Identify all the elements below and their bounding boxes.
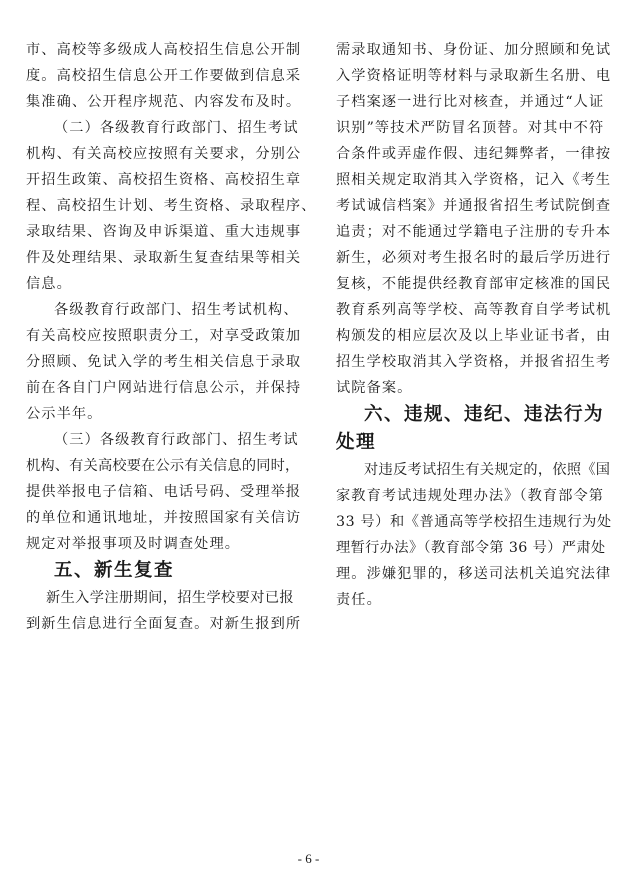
text-line: 规定对举报事项及时调查处理。 (26, 536, 241, 552)
text-line: 责任。 (336, 592, 382, 608)
paragraph-start: 对违反考试招生有关规定的，依照《国 (364, 462, 611, 478)
text-line: 识别”等技术严防冒名顶替。对其中不符 (336, 120, 605, 136)
text-line: 构颁发的相应层次及以上毕业证书者，由 (336, 328, 612, 344)
paragraph-start: （三）各级教育行政部门、招生考试 (54, 432, 299, 448)
text-line: 教育系列高等学校、高等教育自学考试机 (336, 302, 612, 318)
text-line: 机构、有关高校要在公示有关信息的同时， (26, 458, 300, 474)
text-line: 复核，不能提供经教育部审定核准的国民 (336, 276, 612, 292)
text-line: 理暂行办法》（教育部令第 36 号）严肃处 (336, 540, 606, 556)
text-line: 录取结果、咨询及申诉渠道、重大违规事 (26, 224, 302, 240)
text-line: 家教育考试违规处理办法》（教育部令第 (336, 488, 605, 504)
text-line: 有关高校应按照职责分工，对享受政策加 (26, 328, 302, 344)
section-heading-6-cont: 处理 (336, 432, 377, 453)
text-line: 到新生信息进行全面复查。对新生报到所 (26, 616, 302, 632)
page-number: - 6 - (297, 851, 320, 866)
text-line: 照相关规定取消其入学资格，记入《考生 (336, 172, 612, 188)
left-column (26, 37, 317, 637)
right-column (336, 37, 612, 613)
text-line: 理。涉嫌犯罪的，移送司法机关追究法律 (336, 566, 612, 582)
text-line: 机构、有关高校应按照有关要求，分别公 (26, 146, 302, 162)
text-line: 子档案逐一进行比对核查，并通过“人证 (336, 94, 605, 110)
text-line: 程、高校招生计划、考生资格、录取程序、 (26, 198, 317, 214)
text-line: 提供举报电子信箱、电话号码、受理举报 (26, 484, 302, 500)
text-line: 入学资格证明等材料与录取新生名册、电 (336, 68, 612, 84)
paragraph-start: （二）各级教育行政部门、招生考试 (54, 120, 299, 136)
text-line: 公示半年。 (26, 406, 103, 422)
section-heading-6: 六、违规、违纪、违法行为 (364, 404, 605, 425)
text-line: 需录取通知书、身份证、加分照顾和免试 (336, 42, 612, 58)
text-line: 考试诚信档案》并通报省招生考试院倒查 (336, 198, 612, 214)
text-line: 件及处理结果、录取新生复查结果等相关 (26, 250, 302, 266)
paragraph-start: 新生入学注册期间，招生学校要对已报 (46, 590, 294, 606)
text-line: 试院备案。 (336, 380, 413, 396)
text-line: 前在各自门户网站进行信息公示，并保持 (26, 380, 302, 396)
section-heading-5: 五、新生复查 (54, 560, 175, 581)
text-line: 33 号）和《普通高等学校招生违规行为处 (336, 514, 612, 530)
text-line: 合条件或弄虚作假、违纪舞弊者，一律按 (336, 146, 612, 162)
text-line: 集准确、公开程序规范、内容发布及时。 (26, 94, 302, 110)
text-line: 招生学校取消其入学资格，并报省招生考 (336, 354, 612, 370)
text-line: 信息。 (26, 276, 72, 292)
paragraph-start: 各级教育行政部门、招生考试机构、 (54, 302, 299, 318)
text-line: 开招生政策、高校招生资格、高校招生章 (26, 172, 302, 188)
text-line: 市、高校等多级成人高校招生信息公开制 (26, 42, 302, 58)
text-line: 度。高校招生信息公开工作要做到信息采 (26, 68, 302, 84)
text-line: 新生，必须对考生报名时的最后学历进行 (336, 250, 612, 266)
text-line: 追责；对不能通过学籍电子注册的专升本 (336, 224, 612, 240)
text-line: 的单位和通讯地址，并按照国家有关信访 (26, 510, 302, 526)
text-line: 分照顾、免试入学的考生相关信息于录取 (26, 354, 302, 370)
